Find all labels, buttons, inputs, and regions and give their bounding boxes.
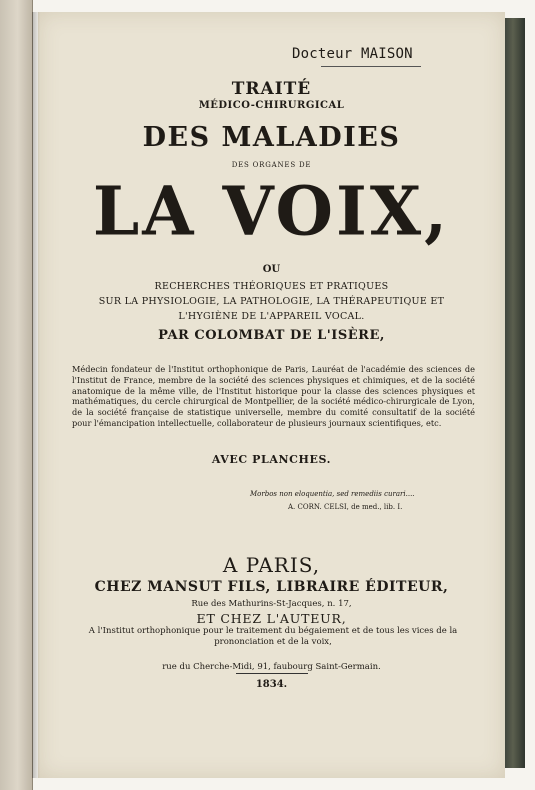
publisher-name: CHEZ MANSUT FILS, LIBRAIRE ÉDITEUR, [94, 579, 449, 595]
epigraph-quote: Morbos non eloquentia, sed remediis curari.... [250, 490, 415, 498]
subtitle [38, 279, 505, 324]
owner-stamp: Docteur MAISON [292, 46, 413, 62]
title-line-3: DES MALADIES [142, 122, 401, 153]
publisher-address: Rue des Mathurins-St-Jacques, n. 17, [191, 599, 352, 609]
subtitle-line-2: SUR LA PHYSIOLOGIE, LA PATHOLOGIE, LA THÉRAPEUTIQUE ET [98, 296, 445, 307]
book-spine [0, 0, 33, 790]
author-name: PAR COLOMBAT DE L'ISÈRE, [158, 328, 385, 343]
subtitle-line-1: RECHERCHES THÉORIQUES ET PRATIQUES [154, 281, 389, 292]
author-bio: Médecin fondateur de l'Institut orthophonique de Paris, Lauréat de l'académie des sciences de l'Institut de France, membre de la société des sciences physiques et chimiques, et de la société anatomique de la même ville, de l'Institut historique pour la classe des sciences physiques et mathématiques, du cercle chirurgical de Montpellier, de la société médico-chirurgicale de Lyon, de la société française de statistique universelle, membre du comité consultatif de la société pour l'émancipation intellectuelle, collaborateur de plusieurs journaux scientifiques, etc. [72, 364, 475, 428]
main-title: LA VOIX, [92, 171, 451, 251]
conjunction-ou: OU [262, 264, 281, 275]
title-line-4: DES ORGANES DE [231, 161, 312, 169]
author-address: rue du Cherche-Midi, 91, faubourg Saint-Germain. [162, 662, 381, 672]
gutter-shadow [32, 12, 40, 778]
institute-description: A l'Institut orthophonique pour le traitement du bégaiement et de tous les vices de la prononciation et de la voix, [88, 626, 458, 647]
book-cover-edge [505, 18, 525, 768]
year-rule [236, 673, 308, 674]
stamp-underline [321, 66, 421, 67]
title-page [38, 12, 505, 778]
epigraph-source: A. CORN. CELSI, de med., lib. I. [288, 503, 403, 511]
title-line-2: MÉDICO-CHIRURGICAL [198, 100, 345, 111]
plates-note: AVEC PLANCHES. [211, 453, 332, 466]
publication-year: 1834. [255, 679, 288, 690]
publisher-city: A PARIS, [222, 553, 321, 577]
author-shop: ET CHEZ L'AUTEUR, [196, 611, 347, 626]
subtitle-line-3: L'HYGIÈNE DE L'APPAREIL VOCAL. [178, 311, 365, 322]
title-line-1: TRAITÉ [231, 79, 312, 99]
